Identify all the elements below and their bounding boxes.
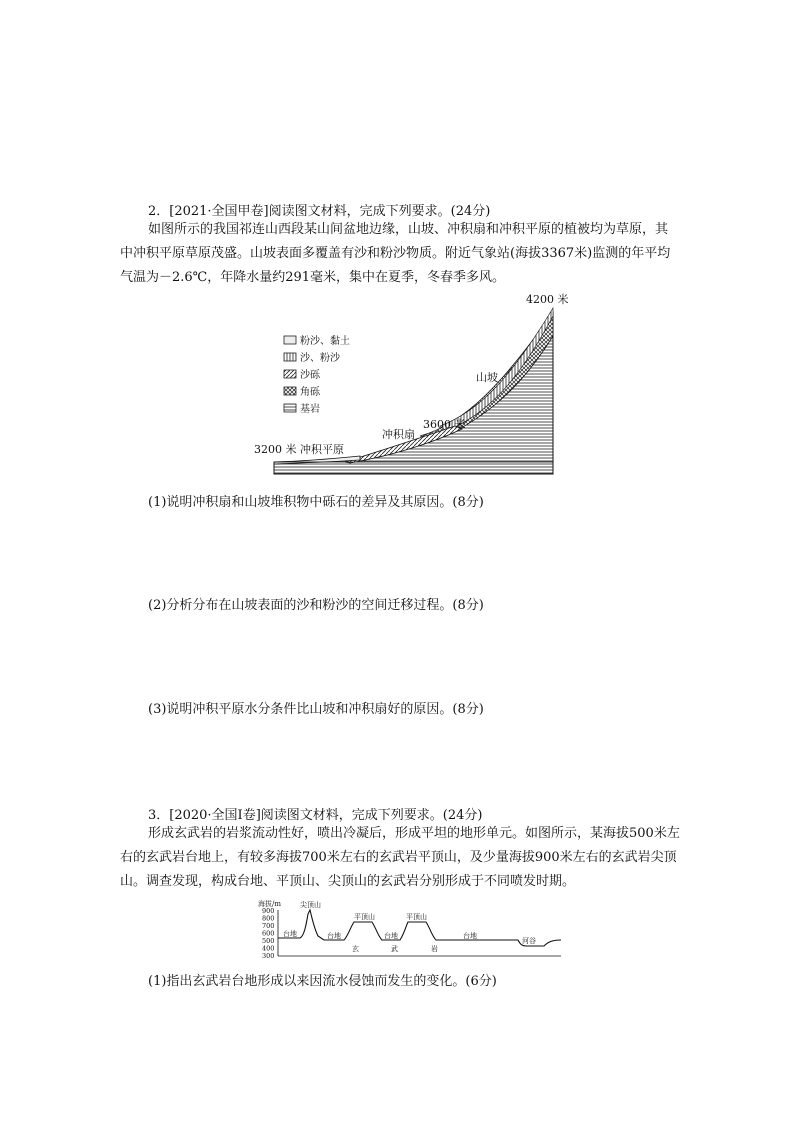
legend-item: [284, 334, 350, 347]
legend-label: 角砾: [300, 387, 320, 398]
top-elevation-label: 4200 米: [526, 293, 569, 306]
valley-label: 河谷: [522, 937, 536, 945]
plateau-label: 台地: [283, 930, 297, 938]
y-ticks: [262, 907, 274, 960]
q2-sub-3: (3)说明冲积平原水分条件比山坡和冲积扇好的原因。(8分): [148, 702, 484, 717]
legend-item: [284, 385, 321, 398]
legend-item: [284, 368, 321, 381]
legend-label: 基岩: [300, 404, 320, 415]
q2-cross-section-figure: [250, 286, 570, 478]
q2-body: 如图所示的我国祁连山西段某山间盆地边缘，山坡、冲积扇和冲积平原的植被均为草原，其中冲积平原草原茂盛。山坡表面多覆盖有沙和粉沙物质。附近气象站(海拔3367米)监测的年平均气温为－2.6℃，年降水量约291毫米，集中在夏季，冬春季多风。: [120, 222, 671, 285]
q3-sub-1: (1)指出玄武岩台地形成以来因流水侵蚀而发生的变化。(6分): [148, 974, 497, 989]
plateau-label: 台地: [327, 932, 341, 940]
legend-label: 沙砾: [300, 370, 320, 381]
y-tick-label: 600: [262, 929, 275, 938]
plateau-label: 台地: [463, 932, 477, 940]
legend-item: [284, 351, 341, 364]
legend-label: 沙、粉沙: [300, 353, 340, 364]
mid-elevation-label: 3600 米: [423, 418, 466, 431]
rock-label: 玄: [352, 945, 359, 953]
y-tick-label: 900: [262, 907, 275, 915]
q3-body: 形成玄武岩的岩浆流动性好，喷出冷凝后，形成平坦的地形单元。如图所示，某海拔500米左右的玄武岩台地上，有较多海拔700米左右的玄武岩平顶山，及少量海拔900米左右的玄武岩尖顶山。调查发现，构成台地、平顶山、尖顶山的玄武岩分别形成于不同喷发时期。: [120, 826, 680, 889]
rock-label: 岩: [431, 945, 438, 953]
slope-label: 山坡: [476, 371, 498, 384]
peak-label: 尖顶山: [300, 901, 321, 909]
plateau-label: 台地: [384, 932, 398, 940]
legend: [284, 334, 350, 415]
y-axis-title: 海拔/m: [258, 900, 281, 908]
q2-header: 2．[2021·全国甲卷]阅读图文材料，完成下列要求。(24分): [148, 204, 491, 219]
mesa-label: 平顶山: [406, 913, 427, 921]
y-tick-label: 500: [262, 937, 275, 945]
y-tick-label: 300: [262, 952, 275, 960]
rock-label: 武: [391, 945, 398, 953]
base-label: 3200 米 冲积平原: [254, 443, 344, 456]
y-tick-label: 400: [262, 944, 275, 953]
y-tick-label: 700: [262, 922, 275, 930]
q3-header: 3．[2020·全国Ⅰ卷]阅读图文材料，完成下列要求。(24分): [148, 808, 483, 823]
legend-label: 粉沙、黏土: [300, 336, 350, 347]
q2-sub-1: (1)说明冲积扇和山坡堆积物中砾石的差异及其原因。(8分): [148, 495, 484, 510]
q3-profile-figure: [248, 896, 568, 960]
legend-item: [284, 402, 320, 415]
mesa-label: 平顶山: [354, 913, 375, 921]
y-tick-label: 800: [262, 914, 275, 923]
fan-label: 冲积扇: [382, 428, 415, 441]
q2-sub-2: (2)分析分布在山坡表面的沙和粉沙的空间迁移过程。(8分): [148, 598, 484, 613]
